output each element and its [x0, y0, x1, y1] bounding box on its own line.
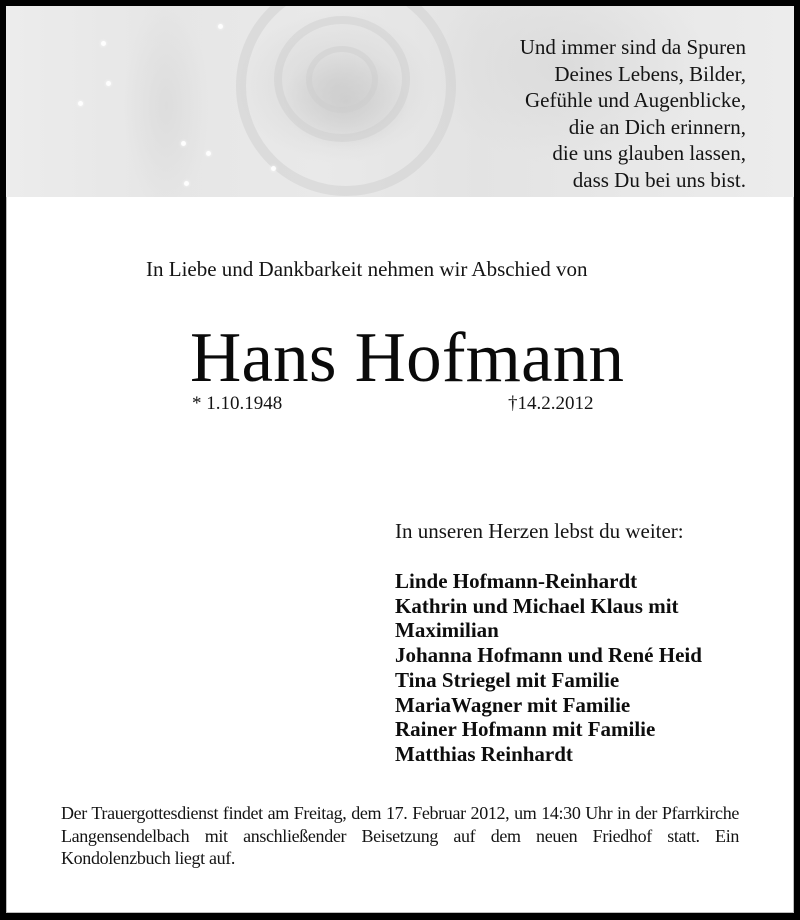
- dew-drop-icon: [206, 151, 211, 156]
- mourner-name: Matthias Reinhardt: [395, 741, 573, 766]
- mourners-list: [395, 569, 702, 767]
- death-date: †14.2.2012: [508, 393, 594, 414]
- poem-line: Deines Lebens, Bilder,: [554, 61, 746, 86]
- mourners-intro: In unseren Herzen lebst du weiter:: [395, 519, 684, 543]
- mourner-name: Rainer Hofmann mit Familie: [395, 717, 656, 742]
- poem-line: die uns glauben lassen,: [552, 141, 746, 165]
- dew-drop-icon: [101, 41, 106, 46]
- obituary-notice: [6, 6, 794, 913]
- mourner-name: Maximilian: [395, 618, 499, 643]
- dew-drop-icon: [106, 81, 111, 86]
- dew-drop-icon: [271, 166, 276, 171]
- birth-date: * 1.10.1948: [192, 393, 283, 414]
- white-rose-icon: [6, 6, 794, 197]
- mourner-name: Johanna Hofmann und René Heid: [395, 643, 702, 668]
- mourner-name: Kathrin und Michael Klaus mit: [395, 593, 679, 618]
- poem-line: Und immer sind da Spuren: [519, 35, 746, 59]
- poem-line: die an Dich erinnern,: [568, 114, 746, 139]
- poem-line: dass Du bei uns bist.: [572, 167, 746, 192]
- dew-drop-icon: [181, 141, 186, 146]
- dew-drop-icon: [218, 24, 223, 29]
- poem-line: Gefühle und Augenblicke,: [524, 88, 746, 112]
- poem: [520, 34, 746, 193]
- dew-drop-icon: [184, 181, 189, 186]
- farewell-intro: In Liebe und Dankbarkeit nehmen wir Abschied von: [146, 257, 588, 281]
- mourner-name: MariaWagner mit Familie: [395, 692, 631, 717]
- mourner-name: Linde Hofmann-Reinhardt: [395, 569, 638, 593]
- funeral-service-info: Der Trauergottesdienst findet am Freitag, dem 17. Februar 2012, um 14:30 Uhr in der Pfarrkirche Langensendelbach mit anschließender Beisetzung auf dem neuen Friedhof statt. Ein Kondolenzbuch liegt auf.: [61, 803, 739, 868]
- deceased-name: Hans Hofmann: [190, 319, 625, 397]
- mourner-name: Tina Striegel mit Familie: [395, 667, 620, 692]
- rose-petal-decoration: [306, 46, 378, 113]
- dew-drop-icon: [78, 101, 83, 106]
